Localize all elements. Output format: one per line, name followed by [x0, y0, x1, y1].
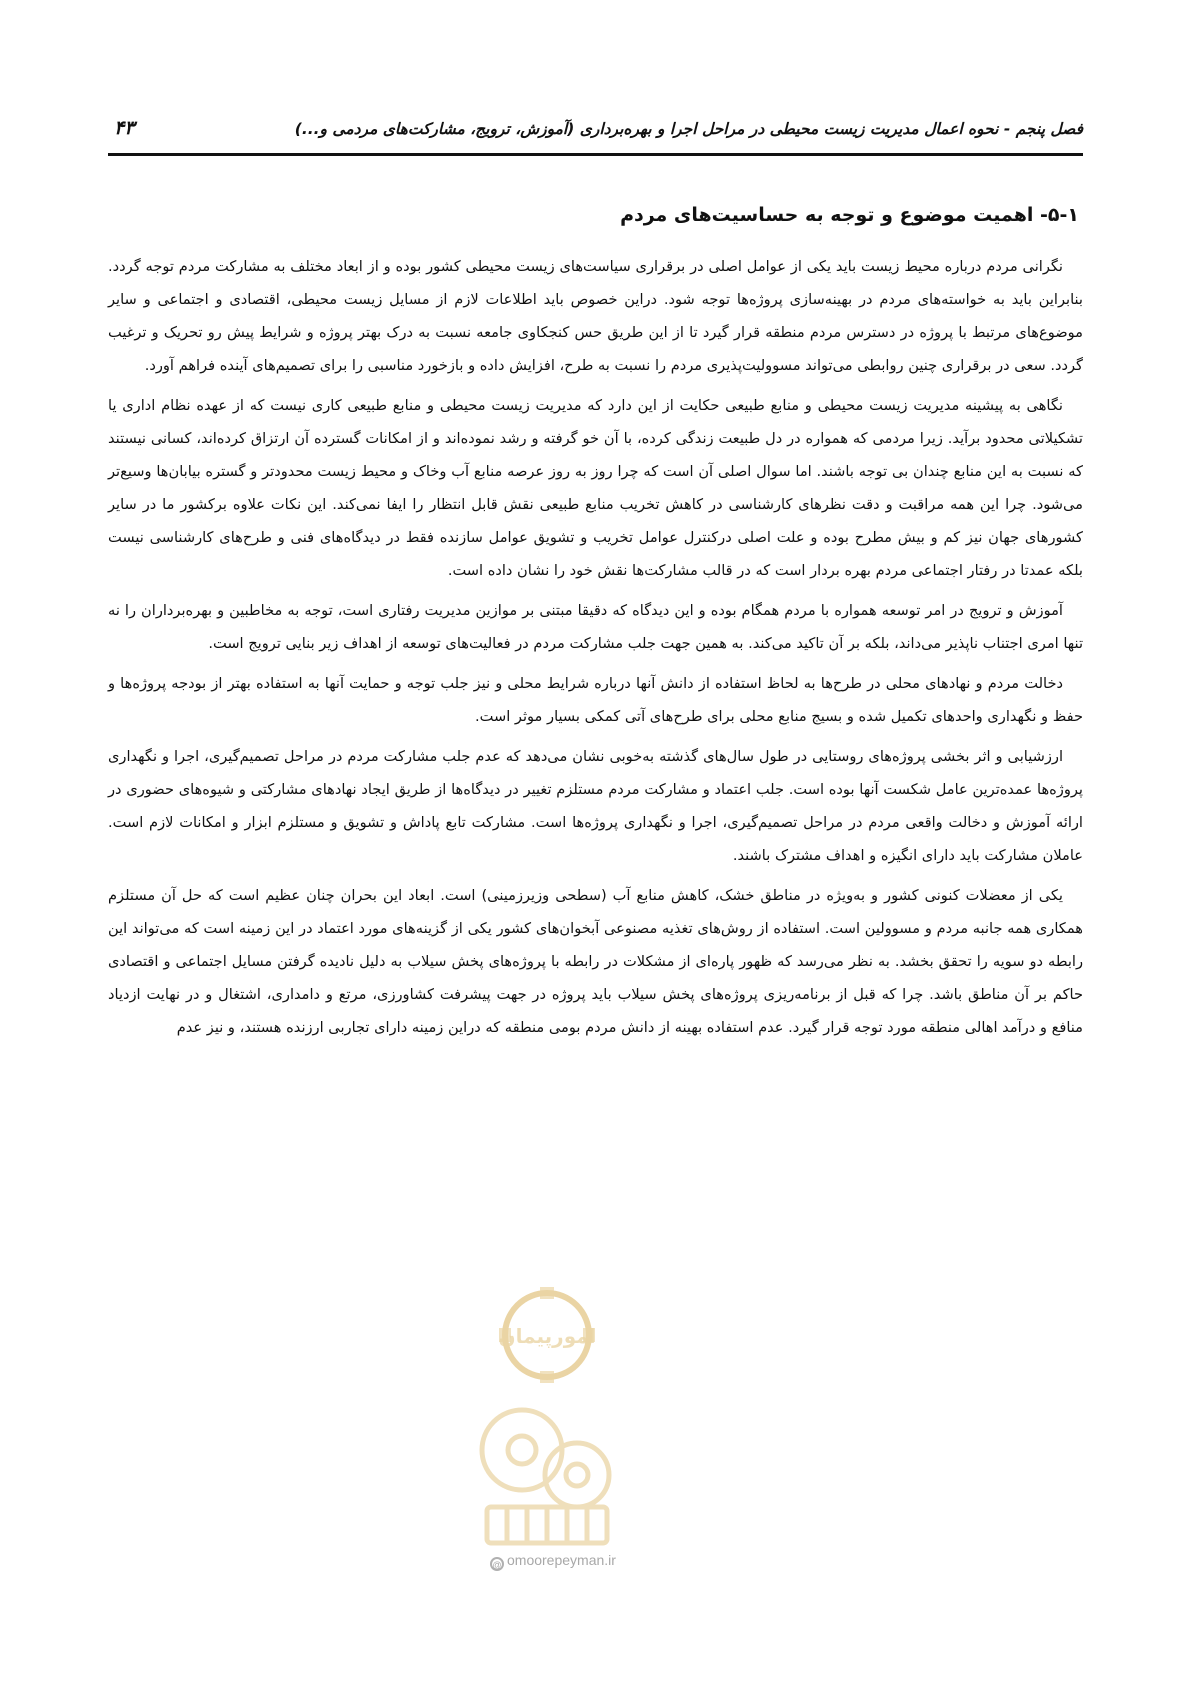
- watermark-logo-text: امورپیمان: [498, 1324, 596, 1348]
- gear-seal-icon: [452, 1275, 642, 1555]
- paragraph: آموزش و ترویج در امر توسعه همواره با مردم همگام بوده و این دیدگاه که دقیقا مبتنی بر موازین مدیریت رفتاری است، توجه به مخاطبین و بهره‌برداران را نه تنها امری اجتناب ناپذیر می‌داند، بلکه بر آن تاکید می‌کند. به همین جهت جلب مشارکت مردم در فعالیت‌های توسعه از اهداف زیر بنایی ترویج است.: [108, 602, 1083, 652]
- paragraph: ارزشیابی و اثر بخشی پروژه‌های روستایی در طول سال‌های گذشته به‌خوبی نشان می‌دهد که عدم جلب مشارکت مردم در مراحل تصمیم‌گیری، اجرا و نگهداری پروژه‌ها عمده‌ترین عامل شکست آنها بوده است. جلب اعتماد و مشارکت مردم مستلزم تغییر در دیدگاه‌ها از طریق ایجاد نهادهای مشارکتی و شیوه‌های حضوری در ارائه آموزش و دخالت واقعی مردم در مراحل تصمیم‌گیری، اجرا و نگهداری پروژه‌ها است. مشارکت تابع پاداش و تشویق و مستلزم ابزار و امکانات لازم است. عاملان مشارکت باید دارای انگیزه و اهداف مشترک باشند.: [108, 748, 1083, 864]
- chapter-title: فصل پنجم - نحوه اعمال مدیریت زیست محیطی در مراحل اجرا و بهره‌برداری (آموزش، ترویج، مشارکت‌های مردمی و...): [294, 120, 1083, 138]
- section-heading: ۵-۱- اهمیت موضوع و توجه به حساسیت‌های مردم: [620, 204, 1079, 226]
- paragraph: دخالت مردم و نهادهای محلی در طرح‌ها به لحاظ استفاده از دانش آنها درباره شرایط محلی و نیز جلب توجه و حمایت آنها به استفاده بهتر از بودجه پروژه‌ها و حفظ و نگهداری واحدهای تکمیل شده و بسیج منابع محلی برای طرح‌های آتی کمکی بسیار موثر است.: [108, 675, 1083, 725]
- page-body: [108, 200, 1083, 1051]
- header-rule: [108, 153, 1083, 156]
- paragraph: نگرانی مردم درباره محیط زیست باید یکی از عوامل اصلی در برقراری سیاست‌های زیست محیطی کشور بوده و از ابعاد مختلف به مشارکت مردم توجه گردد. بنابراین باید به خواسته‌های مردم در بهینه‌سازی پروژه‌ها توجه شود. دراین خصوص باید اطلاعات لازم از مسایل زیست محیطی، اقتصادی و اجتماعی و سایر موضوع‌های مرتبط با پروژه در دسترس مردم منطقه قرار گیرد تا از این طریق حس کنجکاوی جامعه نسبت به درک بهتر پروژه و شرایط پیش رو تحریک و ترغیب گردد. سعی در برقراری چنین روابطی می‌تواند مسوولیت‌پذیری مردم را نسبت به طرح، افزایش داده و بازخورد مناسبی را برای تصمیم‌های آینده فراهم آورد.: [108, 258, 1083, 374]
- page-header: [108, 118, 1083, 154]
- paragraph: نگاهی به پیشینه مدیریت زیست محیطی و منابع طبیعی حکایت از این دارد که مدیریت زیست محیطی و منابع طبیعی کاری نیست که از عهده نظام اداری یا تشکیلاتی محدود برآید. زیرا مردمی که همواره در دل طبیعت زندگی کرده، با آن خو گرفته و رشد نموده‌اند و از امکانات گسترده آن ارتزاق کرده‌اند، کسانی نیستند که نسبت به این منابع چندان بی توجه باشند. اما سوال اصلی آن است که چرا روز به روز عرصه منابع آب وخاک و محیط زیست محدودتر و گستره بیابان‌ها وسیع‌تر می‌شود. چرا این همه مراقبت و دقت نظرهای کارشناسی در کاهش تخریب منابع طبیعی نقش قابل انتظار را ایفا نمی‌کند. این نکات علاوه برکشور ما در سایر کشورهای جهان نیز کم و بیش مطرح بوده و علت اصلی درکنترل عوامل تخریب و تشویق عوامل سازنده فقط در دیدگاه‌های فنی و طرح‌های کارشناسی نیست بلکه عمدتا در رفتار اجتماعی مردم بهره بردار است که در قالب مشارکت‌ها نقش خود را نشان داده است.: [108, 397, 1083, 579]
- at-icon: @: [490, 1557, 504, 1571]
- paragraph: یکی از معضلات کنونی کشور و به‌ویژه در مناطق خشک، کاهش منابع آب (سطحی وزیرزمینی) است. ابعاد این بحران چنان عظیم است که حل آن مستلزم همکاری همه جانبه مردم و مسوولین است. استفاده از روش‌های تغذیه مصنوعی آبخوان‌های کشور یکی از گزینه‌های مورد اعتماد در این زمینه است که می‌تواند این رابطه دو سویه را تحقق بخشد. به نظر می‌رسد که ظهور پاره‌ای از مشکلات در رابطه با پروژه‌های پخش سیلاب به دلیل نادیده گرفتن مسایل اجتماعی و اقتصادی حاکم بر آن مناطق باشد. چرا که قبل از برنامه‌ریزی پروژه‌های پخش سیلاب باید پروژه در جهت پیشرفت کشاورزی، مرتع و دامداری، اشتغال و در نهایت ازدیاد منافع و درآمد اهالی منطقه مورد توجه قرار گیرد. عدم استفاده بهینه از دانش مردم بومی منطقه که دراین زمینه دارای تجاربی ارزنده هستند، و نیز عدم: [108, 887, 1083, 1036]
- watermark-url-text: omoorepeyman.ir: [507, 1552, 616, 1568]
- watermark-url: [490, 1552, 690, 1571]
- watermark-logo: [452, 1275, 642, 1555]
- page-number: ۴۳: [114, 117, 135, 139]
